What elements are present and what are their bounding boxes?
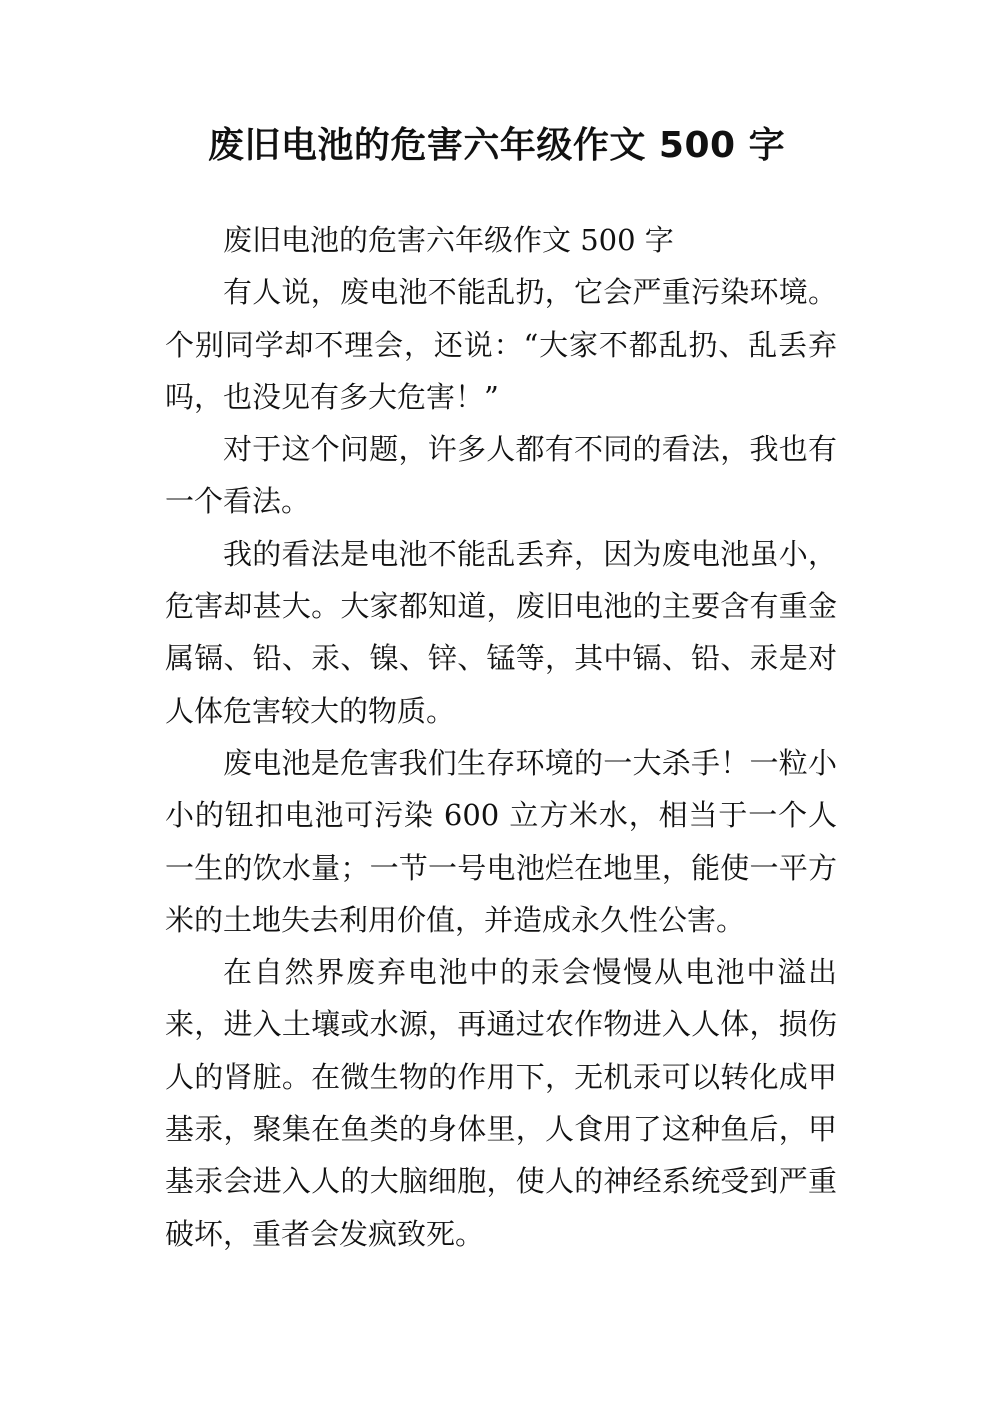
paragraph-pollution-scale: 废电池是危害我们生存环境的一大杀手！一粒小小的钮扣电池可污染 600 立方米水，相当于一个人一生的饮水量；一节一号电池烂在地里，能使一平方米的土地失去利用价值，并造成永久性公害。 [165, 745, 837, 937]
paragraph-opinions: 对于这个问题，许多人都有不同的看法，我也有一个看法。 [165, 432, 837, 519]
document-body [165, 214, 837, 1260]
paragraph-intro: 有人说，废电池不能乱扔，它会严重污染环境。个别同学却不理会，还说：“大家不都乱扔、乱丢弃吗，也没见有多大危害！” [165, 275, 837, 414]
paragraph-heavy-metals: 我的看法是电池不能乱丢弃，因为废电池虽小，危害却甚大。大家都知道，废旧电池的主要含有重金属镉、铅、汞、镍、锌、锰等，其中镉、铅、汞是对人体危害较大的物质。 [165, 536, 837, 728]
paragraph-subtitle: 废旧电池的危害六年级作文 500 字 [223, 223, 674, 257]
document-title: 废旧电池的危害六年级作文 500 字 [207, 125, 786, 166]
paragraph-mercury-effects: 在自然界废弃电池中的汞会慢慢从电池中溢出来，进入土壤或水源，再通过农作物进入人体，损伤人的肾脏。在微生物的作用下，无机汞可以转化成甲基汞，聚集在鱼类的身体里，人食用了这种鱼后，甲基汞会进入人的大脑细胞，使人的神经系统受到严重破坏，重者会发疯致死。 [165, 955, 837, 1251]
